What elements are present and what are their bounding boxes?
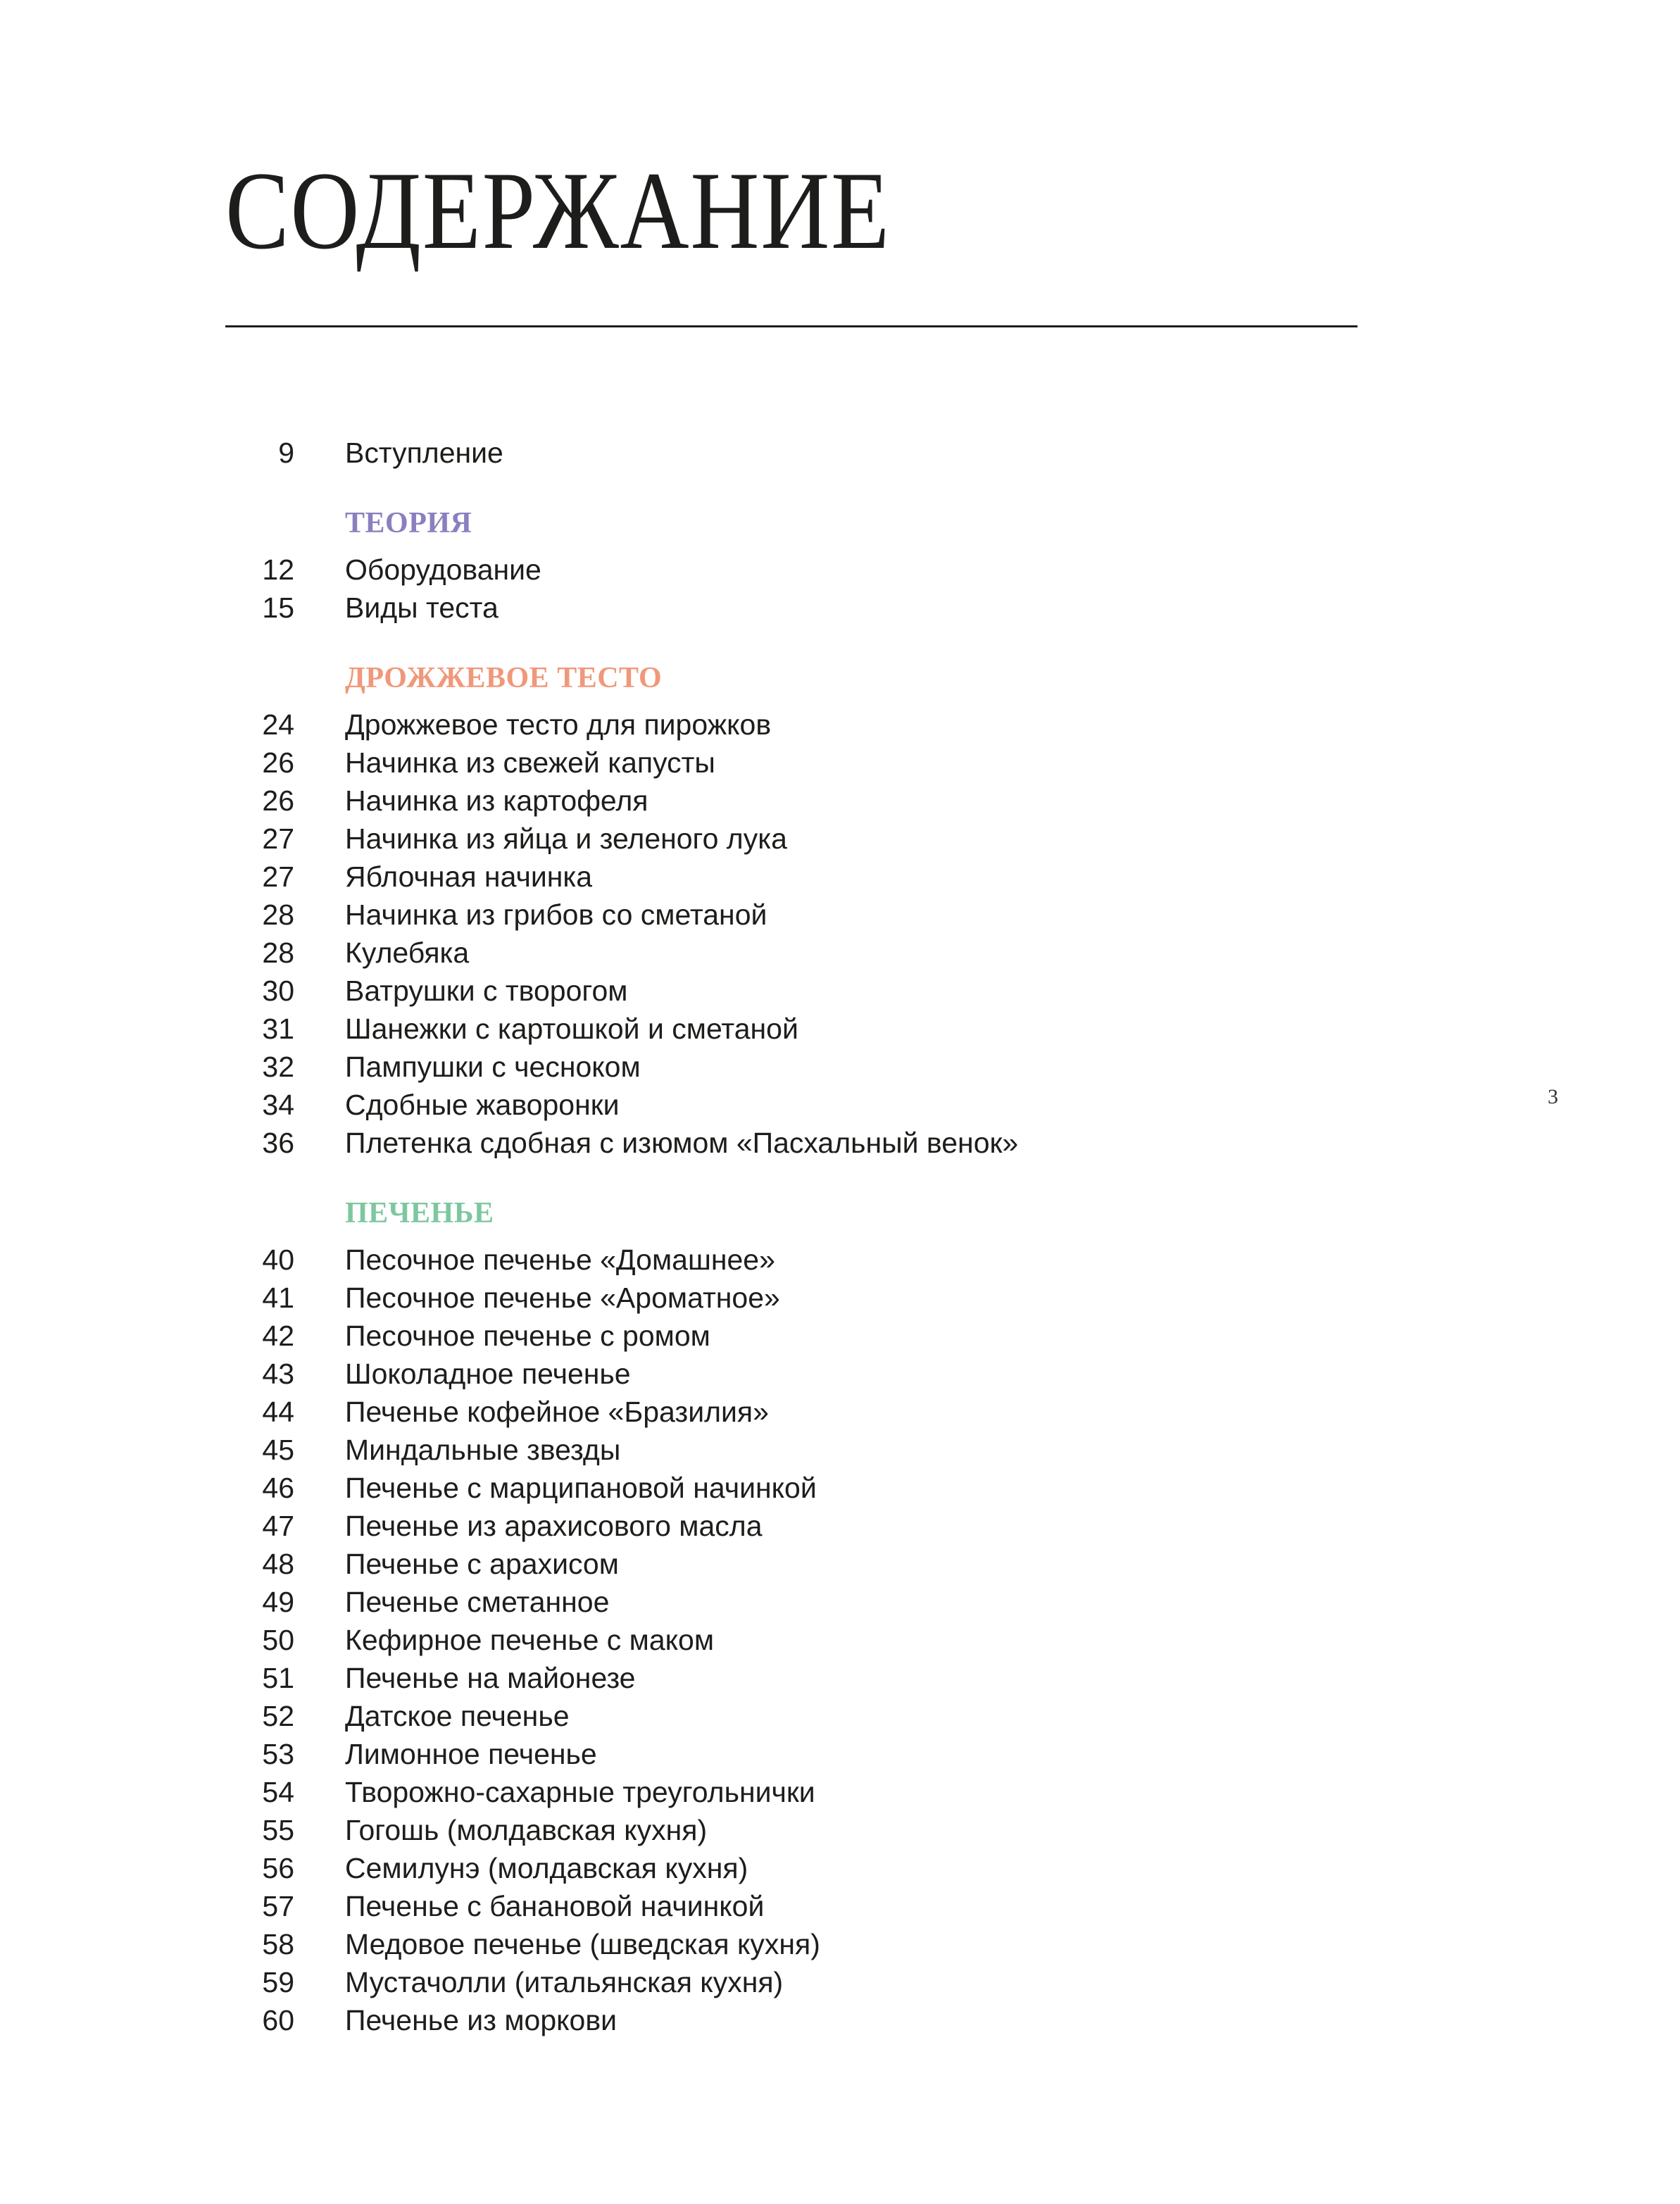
toc-entry-title: Печенье кофейное «Бразилия» bbox=[345, 1396, 769, 1428]
toc-entry-title: Кулебяка bbox=[345, 937, 470, 969]
toc-entry-title: Пампушки с чесноком bbox=[345, 1051, 641, 1083]
toc-entry-page-number: 40 bbox=[262, 1244, 294, 1276]
toc-entry bbox=[225, 934, 1422, 972]
toc-entry bbox=[225, 1393, 1422, 1431]
toc-entry bbox=[225, 1811, 1422, 1849]
toc-entry-title: Печенье сметанное bbox=[345, 1586, 610, 1618]
toc-entry-title: Сдобные жаворонки bbox=[345, 1089, 620, 1121]
page-title: СОДЕРЖАНИЕ bbox=[225, 149, 891, 273]
toc-entry-page-number: 58 bbox=[262, 1928, 294, 1960]
toc-entry-page-number: 59 bbox=[262, 1966, 294, 1998]
toc-entry bbox=[225, 1697, 1422, 1735]
toc-entry-page-number: 50 bbox=[262, 1624, 294, 1656]
toc-entry bbox=[225, 1507, 1422, 1545]
toc-entry-page-number: 31 bbox=[262, 1013, 294, 1045]
toc-entry bbox=[225, 706, 1422, 744]
toc-entry-title: Виды теста bbox=[345, 591, 499, 624]
toc-entry bbox=[225, 1621, 1422, 1659]
toc-entry bbox=[225, 1086, 1422, 1124]
toc-entry-page-number: 28 bbox=[262, 898, 294, 931]
toc-entry-title: Кефирное печенье с маком bbox=[345, 1624, 715, 1656]
toc-entry-page-number: 24 bbox=[262, 708, 294, 741]
toc-entry-page-number: 45 bbox=[262, 1434, 294, 1466]
toc-entry-page-number: 56 bbox=[262, 1852, 294, 1884]
toc-entry bbox=[225, 1279, 1422, 1317]
toc-entry-title: Шоколадное печенье bbox=[345, 1358, 631, 1390]
toc-entry bbox=[225, 1659, 1422, 1697]
toc-entry-page-number: 32 bbox=[262, 1051, 294, 1083]
toc-entry-title: Творожно-сахарные треугольнички bbox=[345, 1776, 815, 1808]
toc-entry-title: Лимонное печенье bbox=[345, 1738, 597, 1770]
toc-entry-page-number: 34 bbox=[262, 1089, 294, 1121]
toc-entry bbox=[225, 589, 1422, 627]
toc-entry bbox=[225, 782, 1422, 820]
toc-entry-page-number: 53 bbox=[262, 1738, 294, 1770]
toc-entry-page-number: 36 bbox=[262, 1127, 294, 1159]
toc-section-heading: ТЕОРИЯ bbox=[345, 507, 472, 539]
toc-entry-page-number: 15 bbox=[262, 591, 294, 624]
toc-entry-page-number: 55 bbox=[262, 1814, 294, 1846]
toc-entry-page-number: 46 bbox=[262, 1472, 294, 1504]
toc-entry-page-number: 60 bbox=[262, 2004, 294, 2036]
toc-section bbox=[225, 659, 1422, 1162]
toc-entry-title: Печенье с марципановой начинкой bbox=[345, 1472, 817, 1504]
toc-entry-title: Плетенка сдобная с изюмом «Пасхальный венок» bbox=[345, 1127, 1019, 1159]
toc-entry bbox=[225, 820, 1422, 858]
toc-entry bbox=[225, 1925, 1422, 1963]
page-number: 3 bbox=[1548, 1085, 1558, 1108]
toc-entry-page-number: 43 bbox=[262, 1358, 294, 1390]
toc-entry bbox=[225, 972, 1422, 1010]
toc-section-heading: ПЕЧЕНЬЕ bbox=[345, 1197, 494, 1229]
toc-entry bbox=[225, 858, 1422, 896]
toc-entry bbox=[225, 1963, 1422, 2001]
toc-entry-title: Гогошь (молдавская кухня) bbox=[345, 1814, 708, 1846]
toc-entry bbox=[225, 1124, 1422, 1162]
toc-entry-title: Печенье с банановой начинкой bbox=[345, 1890, 765, 1922]
toc-entry-page-number: 49 bbox=[262, 1586, 294, 1618]
toc-entry bbox=[225, 1583, 1422, 1621]
toc-entry-page-number: 27 bbox=[262, 822, 294, 855]
toc-entry bbox=[225, 1431, 1422, 1469]
toc-section bbox=[225, 504, 1422, 627]
title-divider bbox=[225, 325, 1358, 327]
toc-entry-page-number: 41 bbox=[262, 1282, 294, 1314]
toc-entry-title: Песочное печенье «Домашнее» bbox=[345, 1244, 775, 1276]
toc-entry-page-number: 12 bbox=[262, 553, 294, 586]
toc-entry-page-number: 26 bbox=[262, 746, 294, 779]
toc-entry-page-number: 44 bbox=[262, 1396, 294, 1428]
toc-entry bbox=[225, 1048, 1422, 1086]
toc-entry-title: Ватрушки с творогом bbox=[345, 975, 628, 1007]
toc-entry-page-number: 30 bbox=[262, 975, 294, 1007]
toc-entry-title: Печенье из арахисового масла bbox=[345, 1510, 763, 1542]
toc-entry bbox=[225, 1849, 1422, 1887]
toc-section-heading: ДРОЖЖЕВОЕ ТЕСТО bbox=[345, 662, 663, 694]
toc-entry-title: Начинка из свежей капусты bbox=[345, 746, 715, 779]
toc-entry-title: Семилунэ (молдавская кухня) bbox=[345, 1852, 748, 1884]
toc-entry-title: Датское печенье bbox=[345, 1700, 570, 1732]
toc-entry-title: Начинка из яйца и зеленого лука bbox=[345, 822, 787, 855]
toc-entry bbox=[225, 1355, 1422, 1393]
toc-entry-page-number: 26 bbox=[262, 784, 294, 817]
toc-entry bbox=[225, 551, 1422, 589]
toc-entry bbox=[225, 896, 1422, 934]
toc-entry-title: Печенье на майонезе bbox=[345, 1662, 636, 1694]
toc-entry-title: Медовое печенье (шведская кухня) bbox=[345, 1928, 820, 1960]
toc-entry-page-number: 28 bbox=[262, 937, 294, 969]
toc-entry bbox=[225, 1773, 1422, 1811]
toc-entry bbox=[225, 1241, 1422, 1279]
toc-entry-page-number: 9 bbox=[278, 437, 294, 469]
toc-entry-title: Дрожжевое тесто для пирожков bbox=[345, 708, 772, 741]
toc-section bbox=[225, 1194, 1422, 2039]
toc-entry-title: Начинка из грибов со сметаной bbox=[345, 898, 767, 931]
toc-entry-title: Печенье с арахисом bbox=[345, 1548, 619, 1580]
toc-entry bbox=[225, 1887, 1422, 1925]
toc-entry-title: Оборудование bbox=[345, 553, 541, 586]
table-of-contents bbox=[225, 434, 1422, 2039]
toc-intro bbox=[225, 434, 1422, 472]
toc-entry-title: Миндальные звезды bbox=[345, 1434, 621, 1466]
toc-entry bbox=[225, 2001, 1422, 2039]
toc-entry-title: Песочное печенье «Ароматное» bbox=[345, 1282, 780, 1314]
toc-entry bbox=[225, 744, 1422, 782]
toc-entry-page-number: 27 bbox=[262, 860, 294, 893]
toc-entry-title: Мустачолли (итальянская кухня) bbox=[345, 1966, 784, 1998]
toc-entry-page-number: 52 bbox=[262, 1700, 294, 1732]
toc-entry-page-number: 47 bbox=[262, 1510, 294, 1542]
toc-entry-title: Песочное печенье с ромом bbox=[345, 1320, 710, 1352]
toc-entry bbox=[225, 1317, 1422, 1355]
toc-entry bbox=[225, 1469, 1422, 1507]
toc-entry-title: Начинка из картофеля bbox=[345, 784, 648, 817]
toc-entry-title: Вступление bbox=[345, 437, 503, 469]
toc-entry-page-number: 57 bbox=[262, 1890, 294, 1922]
toc-entry-page-number: 48 bbox=[262, 1548, 294, 1580]
toc-entry-page-number: 42 bbox=[262, 1320, 294, 1352]
toc-entry bbox=[225, 1010, 1422, 1048]
toc-entry-title: Яблочная начинка bbox=[345, 860, 593, 893]
toc-entry bbox=[225, 1545, 1422, 1583]
toc-entry-title: Шанежки с картошкой и сметаной bbox=[345, 1013, 798, 1045]
toc-entry-title: Печенье из моркови bbox=[345, 2004, 618, 2036]
toc-entry bbox=[225, 1735, 1422, 1773]
toc-entry-page-number: 51 bbox=[262, 1662, 294, 1694]
toc-entry bbox=[225, 434, 1422, 472]
toc-entry-page-number: 54 bbox=[262, 1776, 294, 1808]
